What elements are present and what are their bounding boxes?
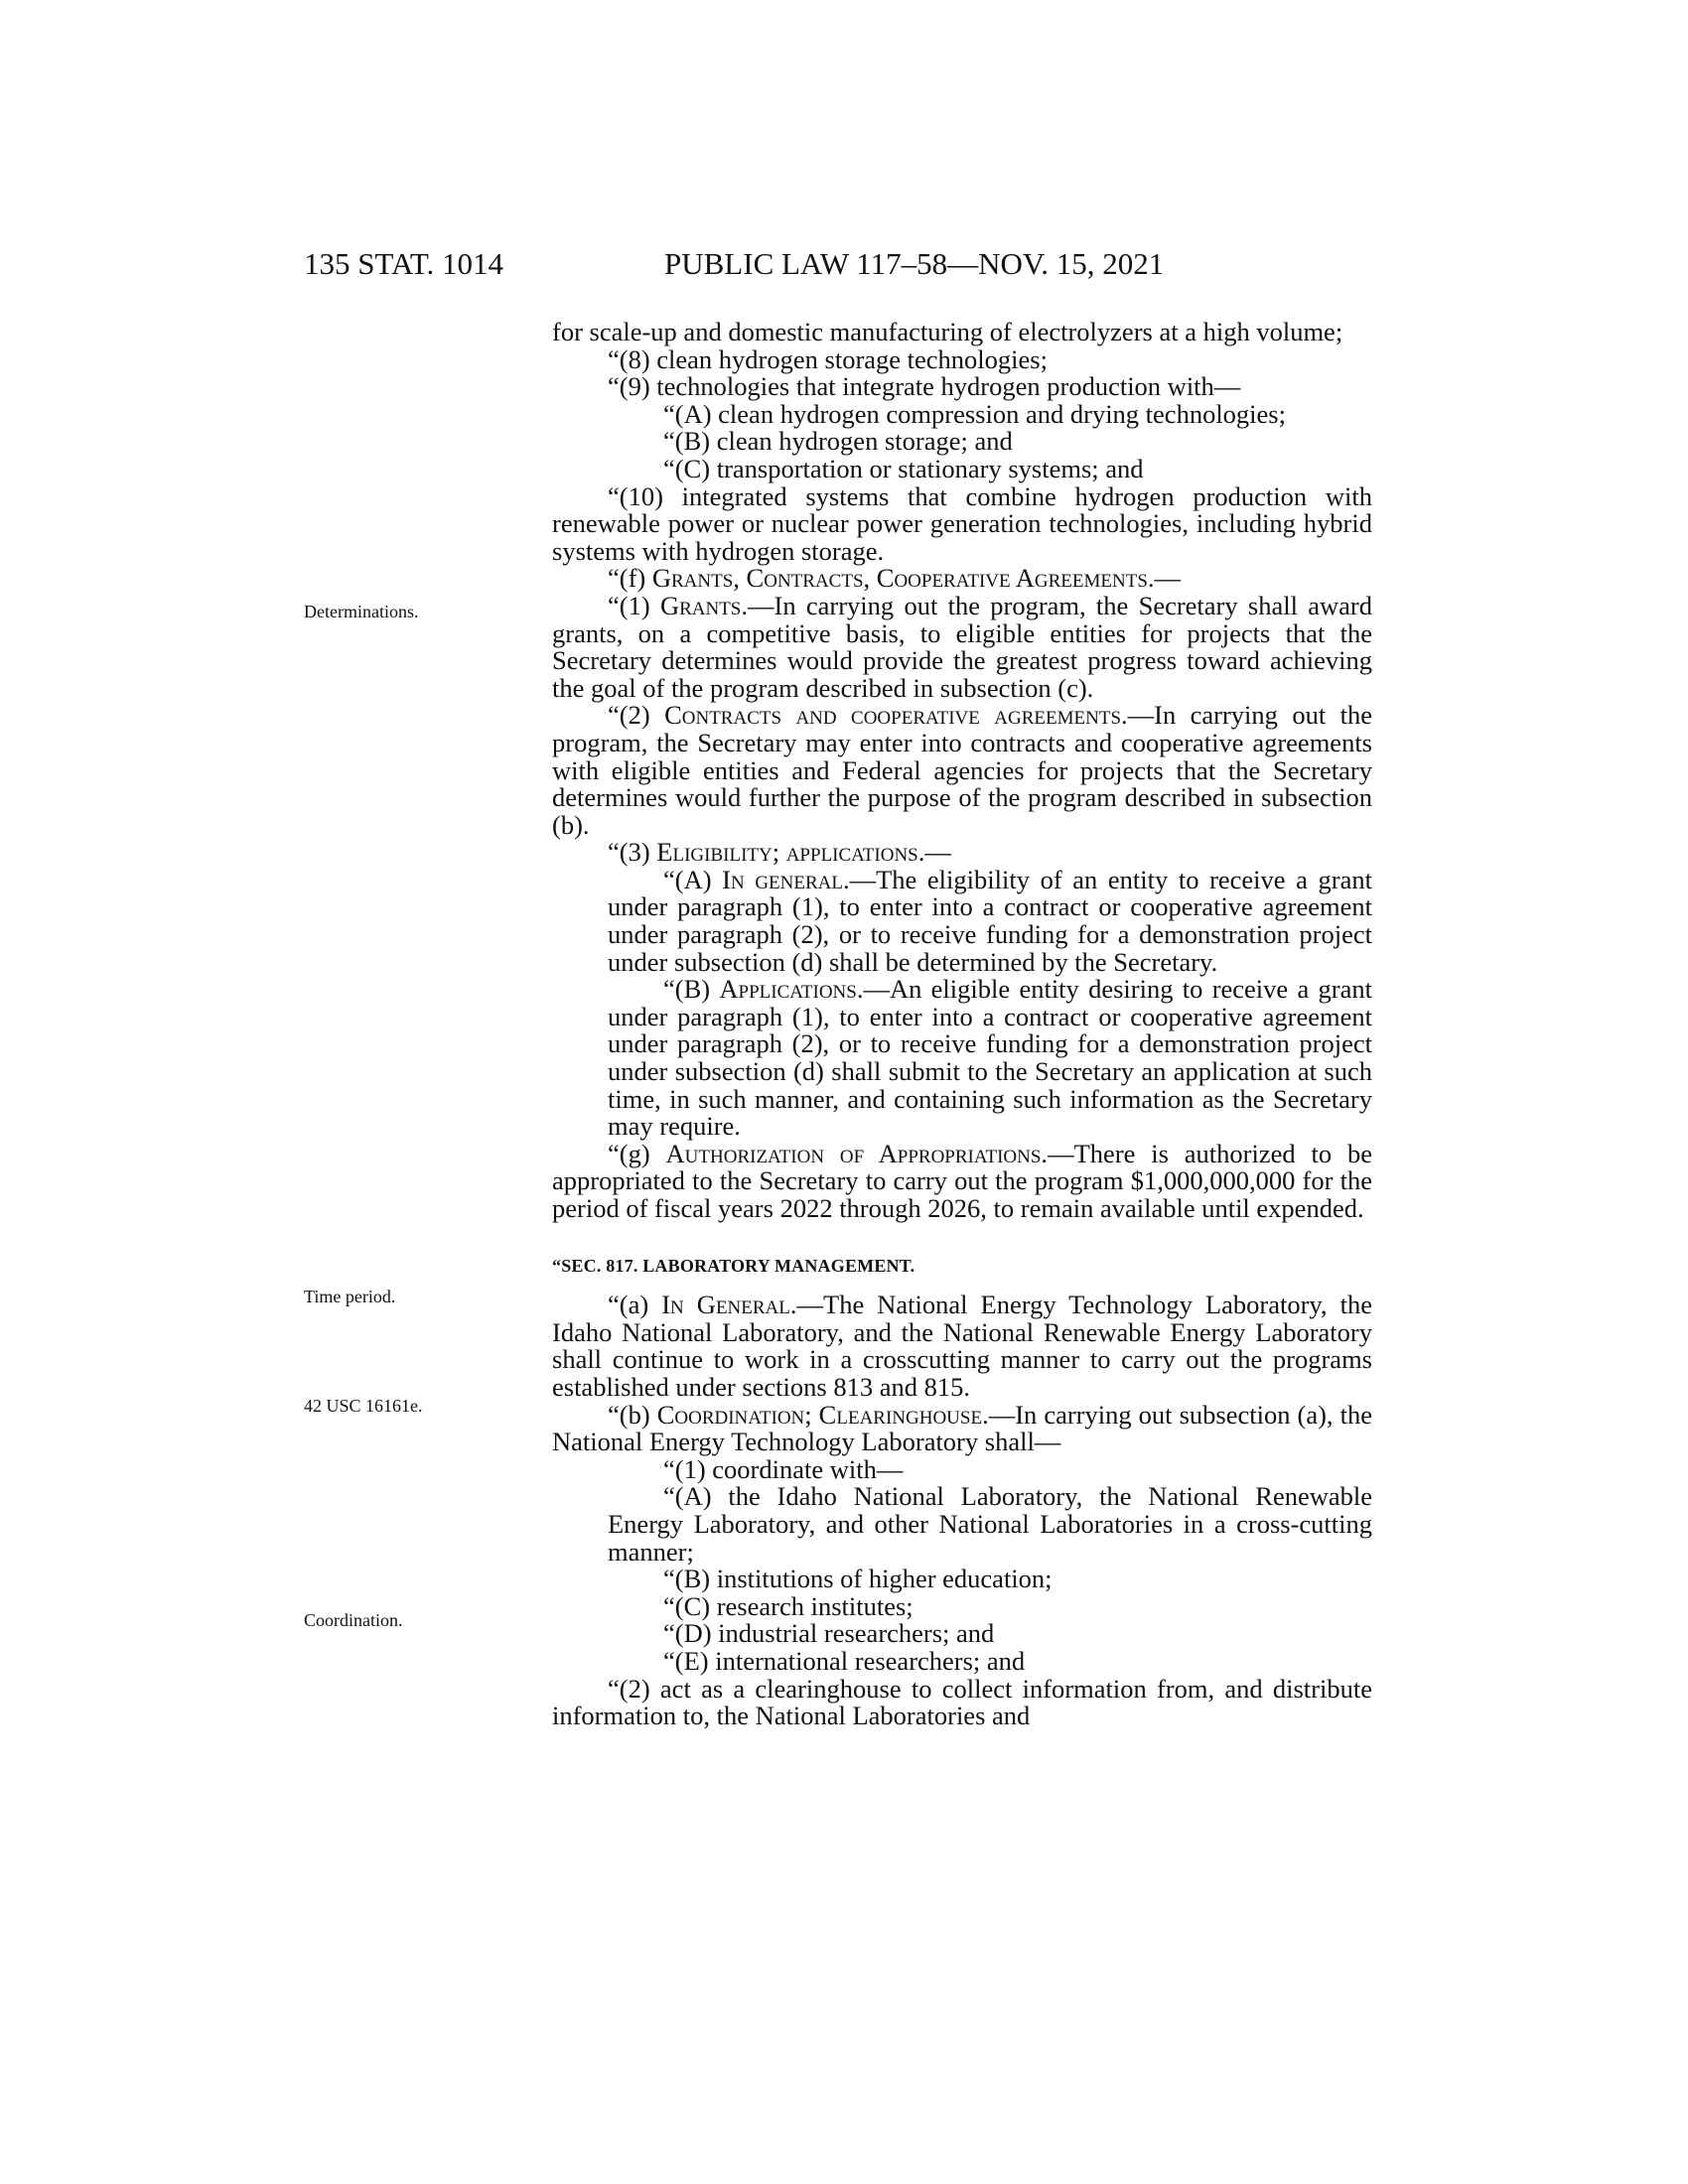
section-817-b-1-e: “(E) international researchers; and: [663, 1645, 1026, 1676]
margin-note-usc: 42 USC 16161e.: [304, 1396, 423, 1416]
subsection-f-3-b-title: Applications.: [719, 974, 864, 1005]
margin-note-time-period: Time period.: [304, 1287, 396, 1306]
subsection-f-3-a-text: —The eligibility of an entity to receive a grant under paragraph (1), to enter into a contract or cooperative agreement under paragraph (2), or to receive funding for a demonstration project under subsection (d) shall be determined by the Secretary.: [608, 864, 1372, 977]
section-817-b: [552, 1399, 1372, 1457]
subsection-f-3-dash: —: [924, 837, 951, 868]
statute-text: [552, 319, 1372, 1730]
paragraph-9-a: “(A) clean hydrogen compression and drying technologies;: [663, 398, 1286, 429]
section-817-a: [552, 1292, 1372, 1401]
subsection-g: [552, 1138, 1373, 1223]
subsection-f-3-heading: [552, 839, 1372, 867]
subsection-f-3-b-label: “(B): [663, 974, 720, 1005]
page-header: [0, 246, 1688, 286]
section-817-b-1: “(1) coordinate with—: [663, 1453, 904, 1484]
subsection-g-label: “(g): [608, 1138, 666, 1168]
paragraph-9: “(9) technologies that integrate hydrogen production with—: [608, 371, 1241, 402]
section-817-a-label: “(a): [608, 1290, 662, 1320]
section-817-a-title: In General.: [661, 1290, 797, 1320]
section-817-b-text: —In carrying out subsection (a), the National Energy Technology Laboratory shall—: [552, 1399, 1372, 1457]
section-817-b-1-a: “(A) the Idaho National Laboratory, the National Renewable Energy Laboratory, and other National Laboratories in a cross-cutting manner;: [608, 1481, 1372, 1567]
paragraph-7-continuation: for scale-up and domestic manufacturing of electrolyzers at a high volume;: [552, 317, 1343, 346]
public-law-citation: PUBLIC LAW 117–58—NOV. 15, 2021: [664, 246, 1165, 281]
section-817-b-label: “(b): [608, 1399, 657, 1430]
margin-note-coordination: Coordination.: [304, 1610, 403, 1630]
subsection-f-1-title: Grants.: [659, 590, 749, 620]
subsection-f-3-a-label: “(A): [663, 864, 723, 894]
subsection-f-3-title: Eligibility; applications.: [656, 837, 925, 868]
paragraph-9-b: “(B) clean hydrogen storage; and: [663, 426, 1013, 457]
section-817-b-title: Coordination; Clearinghouse.: [656, 1399, 989, 1430]
stat-page-number: 135 STAT. 1014: [304, 246, 504, 281]
subsection-f-3-label: “(3): [608, 837, 657, 868]
section-817-b-1-b: “(B) institutions of higher education;: [663, 1564, 1053, 1594]
subsection-f-1-text: —In carrying out the program, the Secretary shall award grants, on a competitive basis, to eligible entities for projects that the Secretary determines would provide the greatest progress toward achieving the goal of the program described in subsection (c).: [552, 590, 1372, 703]
subsection-f-1: [552, 590, 1372, 703]
paragraph-8: “(8) clean hydrogen storage technologies;: [608, 343, 1048, 374]
section-817-b-2: “(2) act as a clearinghouse to collect information from, and distribute information to, the National Laboratories and: [552, 1673, 1372, 1731]
paragraph-9-c: “(C) transportation or stationary systems; and: [663, 453, 1144, 483]
subsection-f-dash: —: [1154, 563, 1182, 594]
subsection-g-text: —There is authorized to be appropriated to the Secretary to carry out the program $1,000,000,000 for the period of fiscal years 2022 through 2026, to remain available until expended.: [552, 1138, 1373, 1223]
subsection-f-3-b-text: —An eligible entity desiring to receive a grant under paragraph (1), to enter into a contract or cooperative agreement under paragraph (2), or to receive funding for a demonstration project under subsection (d) shall submit to the Secretary an application at such time, in such manner, and containing such information as the Secretary may require.: [608, 974, 1372, 1142]
subsection-f-1-label: “(1): [608, 590, 660, 620]
subsection-f-label: “(f): [608, 563, 652, 594]
subsection-f-heading: [552, 565, 1372, 593]
subsection-f-title: Grants, Contracts, Cooperative Agreements.: [651, 563, 1155, 594]
subsection-f-2-title: Contracts and cooperative agreements.: [664, 700, 1128, 731]
subsection-f-3-a: [552, 864, 1372, 977]
section-817-a-text: —The National Energy Technology Laboratory, the Idaho National Laboratory, and the National Renewable Energy Laboratory shall continue to work in a crosscutting manner to carry out the programs established under sections 813 and 815.: [552, 1290, 1372, 1402]
subsection-f-3-b: [552, 976, 1372, 1141]
subsection-f-2: [552, 702, 1372, 839]
subsection-f-2-label: “(2): [608, 700, 665, 731]
section-817-b-1-d: “(D) industrial researchers; and: [663, 1618, 995, 1649]
subsection-g-title: Authorization of Appropriations.: [665, 1138, 1049, 1168]
subsection-f-3-a-title: In general.: [722, 864, 850, 894]
section-817-b-1-c: “(C) research institutes;: [663, 1590, 914, 1621]
margin-note-determinations: Determinations.: [304, 602, 419, 621]
paragraph-10: “(10) integrated systems that combine hydrogen production with renewable power or nuclear power generation technologies, including hybrid systems with hydrogen storage.: [552, 480, 1372, 566]
subsection-f-2-text: —In carrying out the program, the Secretary may enter into contracts and cooperative agreements with eligible entities and Federal agencies for projects that the Secretary determines would further the purpose of the program described in subsection (b).: [552, 700, 1372, 840]
section-817-heading: “SEC. 817. LABORATORY MANAGEMENT.: [552, 1255, 915, 1276]
